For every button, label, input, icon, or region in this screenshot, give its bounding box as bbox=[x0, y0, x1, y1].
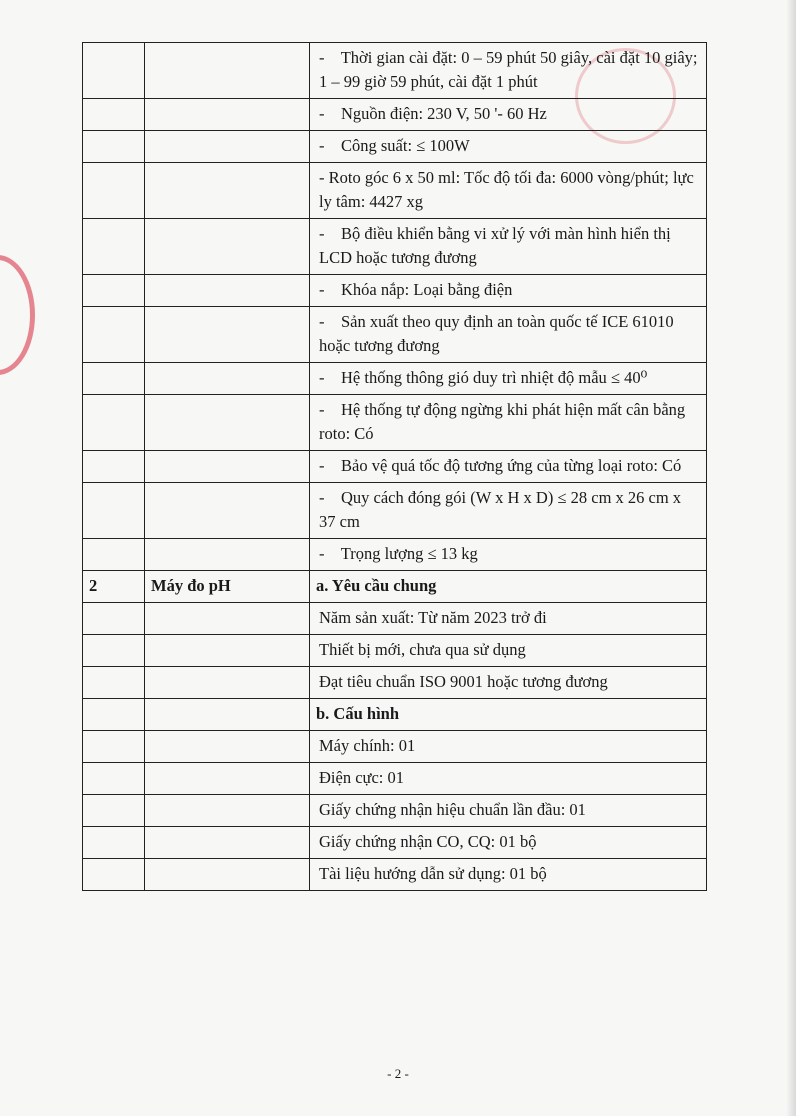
device-name-cell bbox=[145, 539, 310, 571]
device-name-cell bbox=[145, 731, 310, 763]
table-row bbox=[83, 363, 707, 395]
spec-cell: a. Yêu cầu chung bbox=[310, 571, 707, 603]
device-name-cell bbox=[145, 763, 310, 795]
device-name-cell bbox=[145, 603, 310, 635]
stamp-mark-left bbox=[0, 255, 35, 375]
row-number-cell bbox=[83, 307, 145, 363]
spec-cell: - Roto góc 6 x 50 ml: Tốc độ tối đa: 6000 vòng/phút; lực ly tâm: 4427 xg bbox=[310, 163, 707, 219]
row-number-cell bbox=[83, 483, 145, 539]
specification-table-body bbox=[83, 43, 707, 891]
device-name-cell bbox=[145, 859, 310, 891]
row-number-cell bbox=[83, 163, 145, 219]
row-number-cell bbox=[83, 539, 145, 571]
row-number-cell bbox=[83, 363, 145, 395]
table-row bbox=[83, 667, 707, 699]
device-name-cell bbox=[145, 827, 310, 859]
device-name-cell bbox=[145, 635, 310, 667]
row-number-cell bbox=[83, 667, 145, 699]
table-row bbox=[83, 635, 707, 667]
row-number-cell bbox=[83, 827, 145, 859]
row-number-cell bbox=[83, 451, 145, 483]
device-name-cell bbox=[145, 131, 310, 163]
spec-cell: Giấy chứng nhận CO, CQ: 01 bộ bbox=[310, 827, 707, 859]
row-number-cell bbox=[83, 275, 145, 307]
spec-cell: - Quy cách đóng gói (W x H x D) ≤ 28 cm x 26 cm x 37 cm bbox=[310, 483, 707, 539]
row-number-cell bbox=[83, 699, 145, 731]
table-row bbox=[83, 603, 707, 635]
table-row bbox=[83, 763, 707, 795]
spec-cell: Tài liệu hướng dẫn sử dụng: 01 bộ bbox=[310, 859, 707, 891]
table-row bbox=[83, 731, 707, 763]
spec-cell: Thiết bị mới, chưa qua sử dụng bbox=[310, 635, 707, 667]
spec-cell: Giấy chứng nhận hiệu chuẩn lần đầu: 01 bbox=[310, 795, 707, 827]
device-name-cell bbox=[145, 163, 310, 219]
table-row bbox=[83, 699, 707, 731]
table-row bbox=[83, 219, 707, 275]
row-number-cell bbox=[83, 395, 145, 451]
row-number-cell bbox=[83, 795, 145, 827]
device-name-cell bbox=[145, 395, 310, 451]
table-row bbox=[83, 163, 707, 219]
spec-cell: - Sản xuất theo quy định an toàn quốc tế ICE 61010 hoặc tương đương bbox=[310, 307, 707, 363]
table-row bbox=[83, 99, 707, 131]
table-row bbox=[83, 827, 707, 859]
spec-cell: - Bảo vệ quá tốc độ tương ứng của từng loại roto: Có bbox=[310, 451, 707, 483]
table-row bbox=[83, 539, 707, 571]
table-row bbox=[83, 307, 707, 363]
spec-cell: - Hệ thống thông gió duy trì nhiệt độ mẫu ≤ 40⁰ bbox=[310, 363, 707, 395]
table-row bbox=[83, 795, 707, 827]
device-name-cell bbox=[145, 667, 310, 699]
spec-cell: - Bộ điều khiển bằng vi xử lý với màn hình hiển thị LCD hoặc tương đương bbox=[310, 219, 707, 275]
spec-cell: - Khóa nắp: Loại bằng điện bbox=[310, 275, 707, 307]
table-row bbox=[83, 859, 707, 891]
device-name-cell bbox=[145, 43, 310, 99]
spec-cell: Đạt tiêu chuẩn ISO 9001 hoặc tương đương bbox=[310, 667, 707, 699]
page-edge-shadow bbox=[786, 0, 796, 1116]
device-name-cell bbox=[145, 451, 310, 483]
device-name-cell bbox=[145, 219, 310, 275]
specification-table bbox=[82, 42, 707, 891]
row-number-cell bbox=[83, 763, 145, 795]
device-name-cell bbox=[145, 99, 310, 131]
spec-cell: - Nguồn điện: 230 V, 50 '- 60 Hz bbox=[310, 99, 707, 131]
device-name-cell bbox=[145, 363, 310, 395]
spec-cell: Máy chính: 01 bbox=[310, 731, 707, 763]
page-number: - 2 - bbox=[387, 1066, 409, 1081]
table-row bbox=[83, 395, 707, 451]
spec-cell: Điện cực: 01 bbox=[310, 763, 707, 795]
table-row bbox=[83, 43, 707, 99]
row-number-cell bbox=[83, 99, 145, 131]
spec-cell: - Trọng lượng ≤ 13 kg bbox=[310, 539, 707, 571]
table-row bbox=[83, 451, 707, 483]
table-row bbox=[83, 571, 707, 603]
spec-cell: b. Cấu hình bbox=[310, 699, 707, 731]
row-number-cell: 2 bbox=[83, 571, 145, 603]
device-name-cell bbox=[145, 275, 310, 307]
spec-cell: - Thời gian cài đặt: 0 – 59 phút 50 giây, cài đặt 10 giây; 1 – 99 giờ 59 phút, cài đặt 1 phút bbox=[310, 43, 707, 99]
device-name-cell: Máy đo pH bbox=[145, 571, 310, 603]
row-number-cell bbox=[83, 603, 145, 635]
row-number-cell bbox=[83, 731, 145, 763]
device-name-cell bbox=[145, 795, 310, 827]
device-name-cell bbox=[145, 699, 310, 731]
row-number-cell bbox=[83, 43, 145, 99]
spec-cell: - Hệ thống tự động ngừng khi phát hiện mất cân bằng roto: Có bbox=[310, 395, 707, 451]
table-row bbox=[83, 483, 707, 539]
row-number-cell bbox=[83, 859, 145, 891]
row-number-cell bbox=[83, 219, 145, 275]
device-name-cell bbox=[145, 307, 310, 363]
table-row bbox=[83, 131, 707, 163]
table-row bbox=[83, 275, 707, 307]
device-name-cell bbox=[145, 483, 310, 539]
row-number-cell bbox=[83, 131, 145, 163]
spec-cell: - Công suất: ≤ 100W bbox=[310, 131, 707, 163]
spec-cell: Năm sản xuất: Từ năm 2023 trở đi bbox=[310, 603, 707, 635]
row-number-cell bbox=[83, 635, 145, 667]
